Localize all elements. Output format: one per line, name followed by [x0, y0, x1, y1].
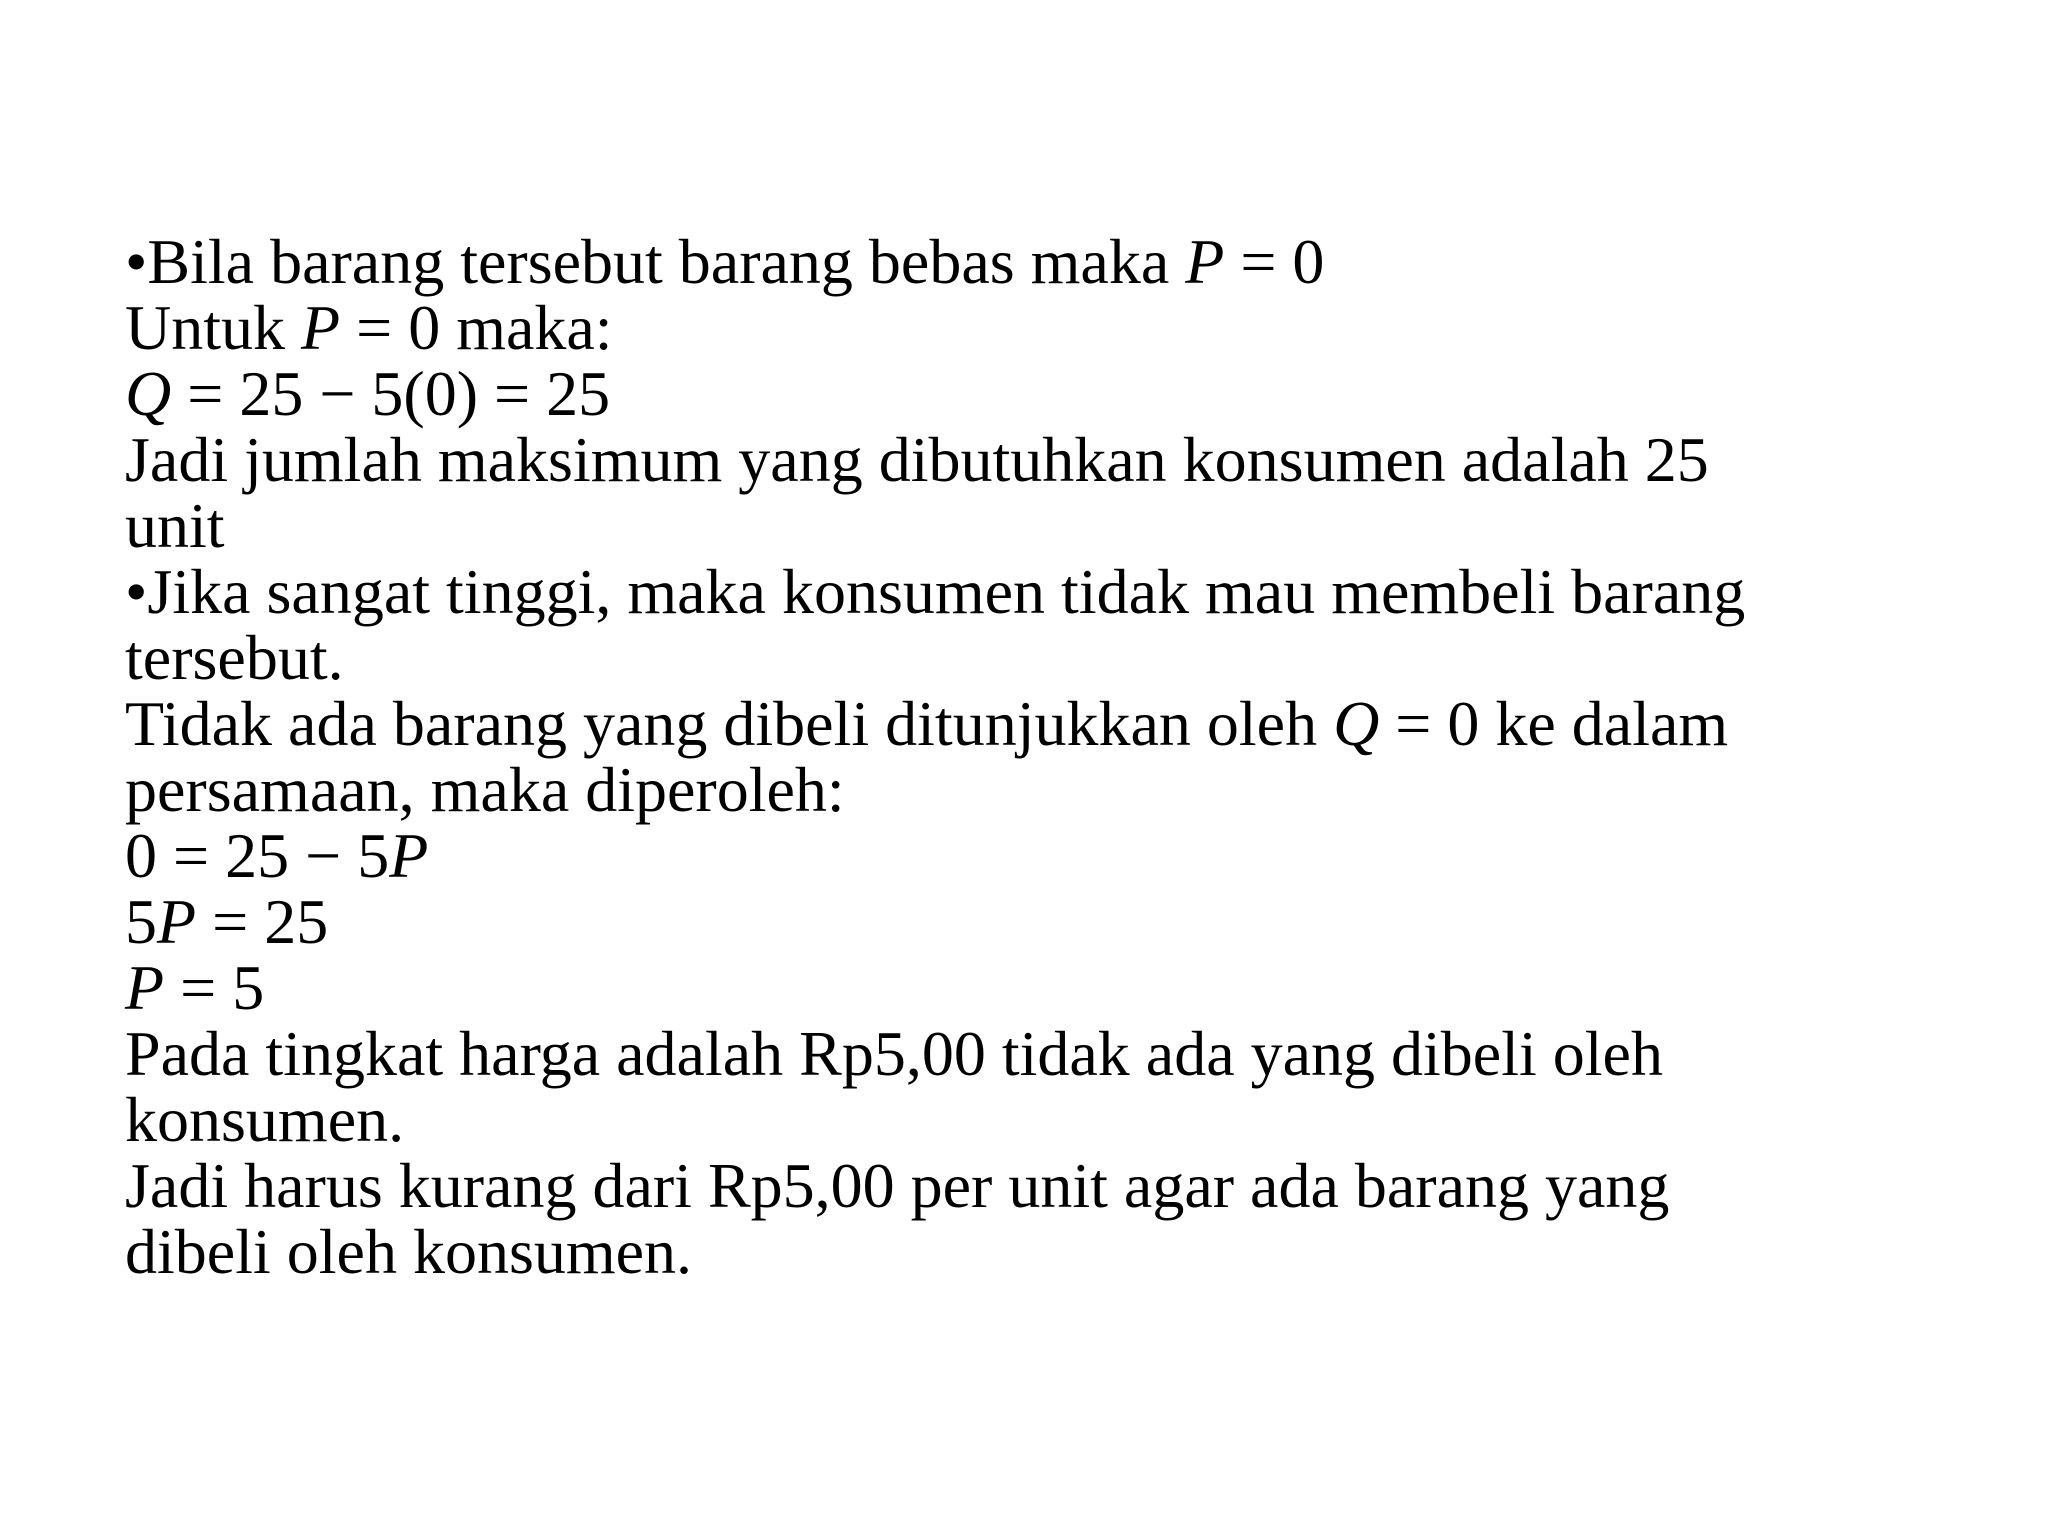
text-line [125, 1084, 1985, 1155]
text-run: •Jika sangat tinggi, maka konsumen tidak mau membeli barang [125, 556, 1746, 627]
text-line [125, 622, 1985, 693]
text-line [125, 952, 1985, 1023]
math-variable: Q [125, 358, 172, 429]
text-run: tersebut. [125, 622, 344, 693]
math-variable: P [157, 886, 197, 957]
math-variable: P [1185, 226, 1225, 297]
text-line [125, 820, 1985, 891]
text-run: = 25 [196, 886, 329, 957]
text-line [125, 688, 1985, 759]
text-run: = 0 ke dalam [1379, 688, 1729, 759]
text-line [125, 886, 1985, 957]
text-run: Untuk [125, 292, 301, 363]
text-run: •Bila barang tersebut barang bebas maka [125, 226, 1186, 297]
text-run: 0 = 25 − 5 [125, 820, 390, 891]
text-line [125, 226, 1985, 297]
text-run: = 0 maka: [340, 292, 613, 363]
text-run: 5 [125, 886, 157, 957]
text-run: = 0 [1224, 226, 1325, 297]
math-variable: P [301, 292, 341, 363]
text-run: = 5 [164, 952, 265, 1023]
text-line [125, 358, 1985, 429]
text-line [125, 754, 1985, 825]
text-line [125, 556, 1985, 627]
math-variable: P [125, 952, 165, 1023]
text-run: dibeli oleh konsumen. [125, 1216, 693, 1287]
text-line [125, 490, 1985, 561]
text-line [125, 1150, 1985, 1221]
math-variable: Q [1333, 688, 1380, 759]
text-run: unit [125, 490, 225, 561]
slide-body-text [125, 226, 1985, 1287]
text-run: Jadi jumlah maksimum yang dibutuhkan konsumen adalah 25 [125, 424, 1709, 495]
text-run: = 25 − 5(0) = 25 [171, 358, 611, 429]
text-line [125, 1216, 1985, 1287]
text-line [125, 1018, 1985, 1089]
text-run: persamaan, maka diperoleh: [125, 754, 845, 825]
text-run: Tidak ada barang yang dibeli ditunjukkan oleh [125, 688, 1334, 759]
text-run: konsumen. [125, 1084, 405, 1155]
text-line [125, 424, 1985, 495]
text-run: Jadi harus kurang dari Rp5,00 per unit agar ada barang yang [125, 1150, 1670, 1221]
text-run: Pada tingkat harga adalah Rp5,00 tidak ada yang dibeli oleh [125, 1018, 1663, 1089]
math-variable: P [389, 820, 429, 891]
text-line [125, 292, 1985, 363]
